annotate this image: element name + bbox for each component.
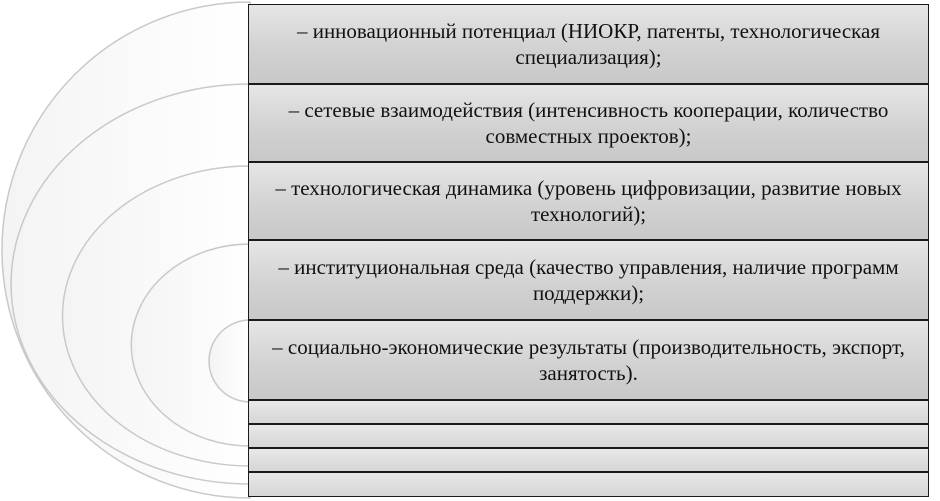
- factor-text-institutional: – институциональная среда (качество управления, наличие программ поддержки);: [278, 255, 899, 305]
- factor-box-socioeconomic: [248, 320, 929, 400]
- factor-text-technology: – технологическая динамика (уровень цифровизации, развитие новых технологий);: [275, 176, 902, 226]
- empty-stripe: [248, 400, 929, 424]
- empty-stripe: [248, 448, 929, 472]
- factor-text-network: – сетевые взаимодействия (интенсивность кооперации, количество совместных проектов);: [288, 98, 889, 148]
- factor-box-institutional: [248, 240, 929, 320]
- empty-stripe: [248, 424, 929, 448]
- factor-box-technology: [248, 162, 929, 240]
- factor-box-network: [248, 84, 929, 162]
- empty-stripe: [248, 472, 929, 497]
- factor-box-innovation: [248, 4, 929, 84]
- factor-text-innovation: – инновационный потенциал (НИОКР, патенты, технологическая специализация);: [296, 19, 881, 69]
- factor-text-socioeconomic: – социально-экономические результаты (производительность, экспорт, занятость).: [272, 335, 905, 385]
